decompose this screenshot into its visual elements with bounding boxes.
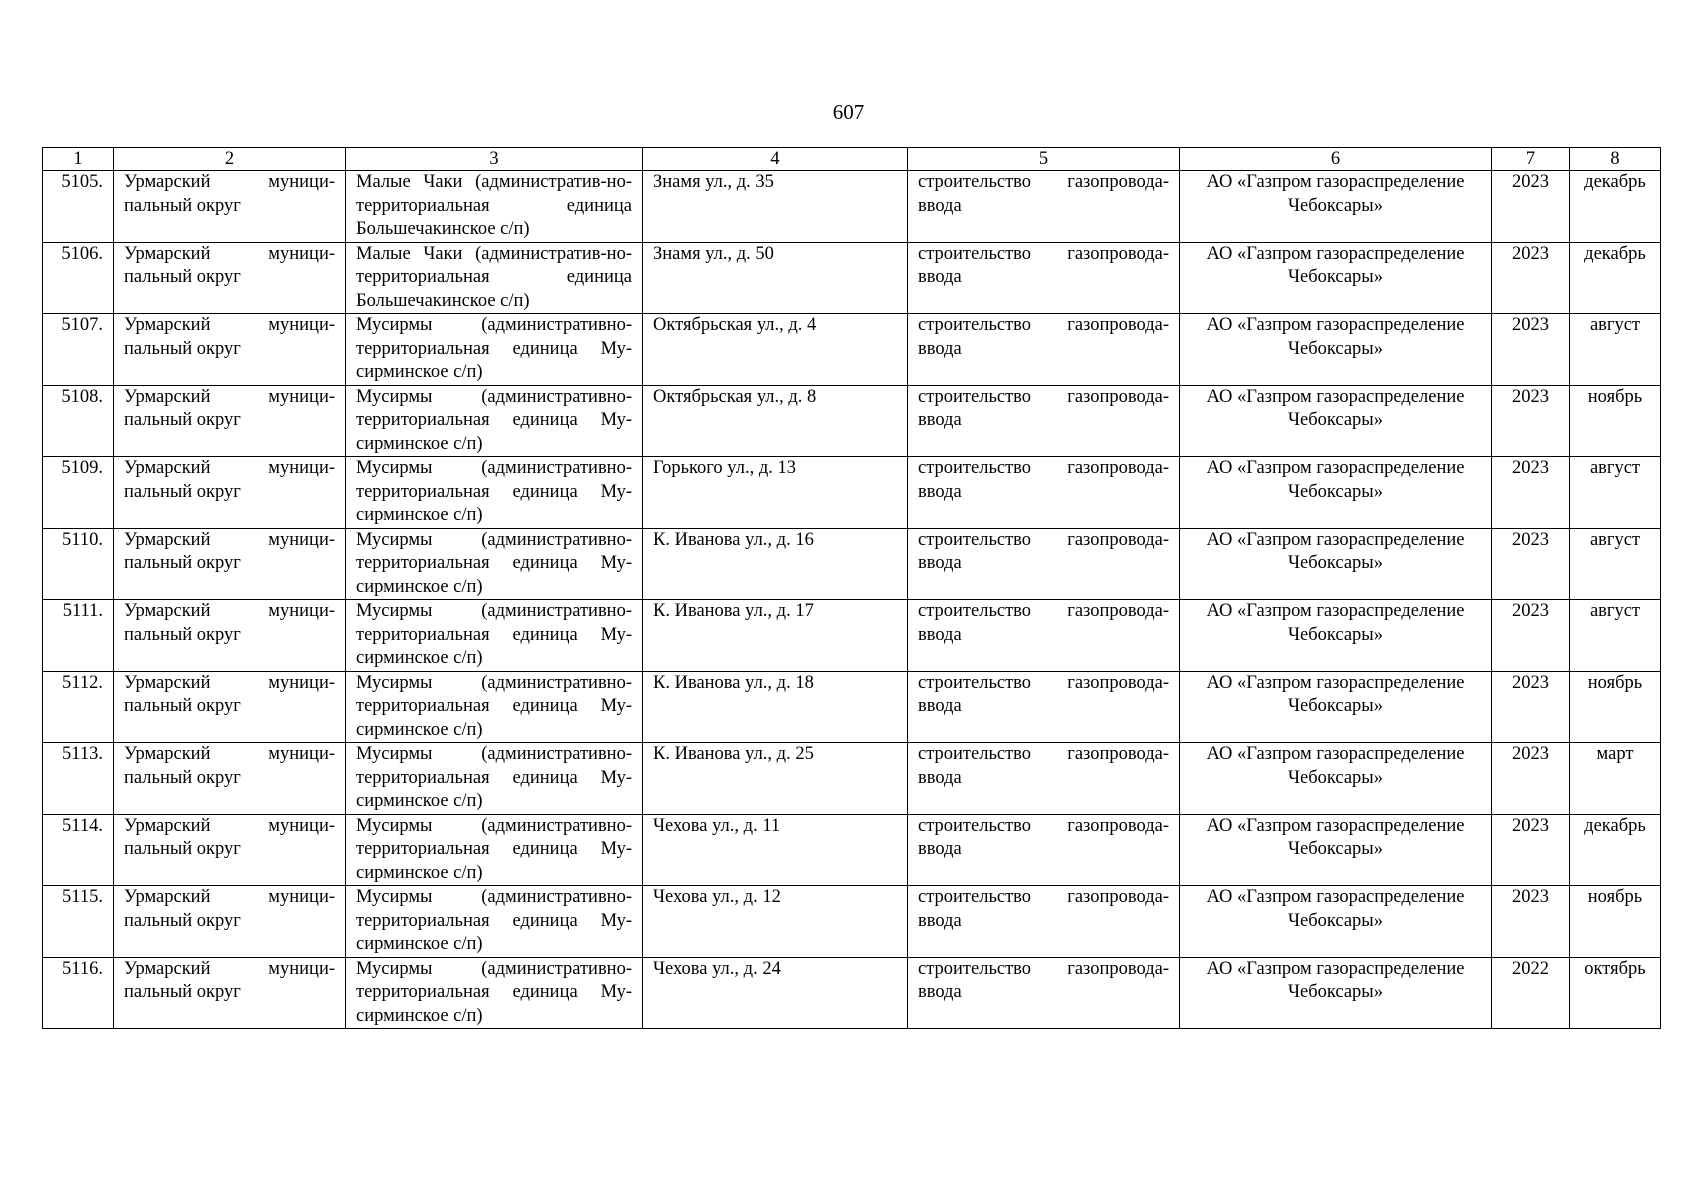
organization-cell: АО «Газпром газораспределение Чебоксары»	[1180, 528, 1492, 600]
locality-cell: Мусирмы (административно-территориальная единица Му-сирминское с/п)	[346, 743, 643, 815]
table-row	[43, 528, 1661, 600]
address-cell: К. Иванова ул., д. 16	[643, 528, 908, 600]
table-row	[43, 671, 1661, 743]
month-cell: август	[1570, 314, 1661, 386]
row-number: 5113.	[43, 743, 114, 815]
row-number: 5114.	[43, 814, 114, 886]
address-cell: Горького ул., д. 13	[643, 457, 908, 529]
work-type-cell: строительство газопровода-ввода	[908, 242, 1180, 314]
row-number: 5105.	[43, 171, 114, 243]
work-type-cell: строительство газопровода-ввода	[908, 385, 1180, 457]
work-type-cell: строительство газопровода-ввода	[908, 528, 1180, 600]
row-number: 5116.	[43, 957, 114, 1029]
address-cell: Чехова ул., д. 12	[643, 886, 908, 958]
year-cell: 2023	[1492, 671, 1570, 743]
table-row	[43, 171, 1661, 243]
address-cell: Октябрьская ул., д. 4	[643, 314, 908, 386]
table-row	[43, 743, 1661, 815]
locality-cell: Мусирмы (административно-территориальная единица Му-сирминское с/п)	[346, 385, 643, 457]
month-cell: август	[1570, 457, 1661, 529]
locality-cell: Мусирмы (административно-территориальная единица Му-сирминское с/п)	[346, 457, 643, 529]
address-cell: К. Иванова ул., д. 17	[643, 600, 908, 672]
column-header-5: 5	[908, 148, 1180, 171]
month-cell: ноябрь	[1570, 385, 1661, 457]
table-header-row	[43, 148, 1661, 171]
year-cell: 2023	[1492, 457, 1570, 529]
table-row	[43, 457, 1661, 529]
address-cell: Чехова ул., д. 24	[643, 957, 908, 1029]
month-cell: август	[1570, 600, 1661, 672]
work-type-cell: строительство газопровода-ввода	[908, 743, 1180, 815]
month-cell: октябрь	[1570, 957, 1661, 1029]
year-cell: 2023	[1492, 314, 1570, 386]
district-cell: Урмарский муници-пальный округ	[114, 671, 346, 743]
row-number: 5115.	[43, 886, 114, 958]
district-cell: Урмарский муници-пальный округ	[114, 743, 346, 815]
column-header-7: 7	[1492, 148, 1570, 171]
work-type-cell: строительство газопровода-ввода	[908, 457, 1180, 529]
work-type-cell: строительство газопровода-ввода	[908, 671, 1180, 743]
work-type-cell: строительство газопровода-ввода	[908, 314, 1180, 386]
locality-cell: Мусирмы (административно-территориальная единица Му-сирминское с/п)	[346, 314, 643, 386]
month-cell: ноябрь	[1570, 671, 1661, 743]
column-header-2: 2	[114, 148, 346, 171]
page-number: 607	[832, 100, 865, 124]
month-cell: ноябрь	[1570, 886, 1661, 958]
address-cell: К. Иванова ул., д. 18	[643, 671, 908, 743]
organization-cell: АО «Газпром газораспределение Чебоксары»	[1180, 457, 1492, 529]
year-cell: 2023	[1492, 242, 1570, 314]
district-cell: Урмарский муници-пальный округ	[114, 242, 346, 314]
work-type-cell: строительство газопровода-ввода	[908, 814, 1180, 886]
year-cell: 2023	[1492, 528, 1570, 600]
address-cell: Знамя ул., д. 50	[643, 242, 908, 314]
district-cell: Урмарский муници-пальный округ	[114, 600, 346, 672]
address-cell: Чехова ул., д. 11	[643, 814, 908, 886]
month-cell: декабрь	[1570, 171, 1661, 243]
table-row	[43, 314, 1661, 386]
row-number: 5110.	[43, 528, 114, 600]
work-type-cell: строительство газопровода-ввода	[908, 886, 1180, 958]
organization-cell: АО «Газпром газораспределение Чебоксары»	[1180, 671, 1492, 743]
district-cell: Урмарский муници-пальный округ	[114, 528, 346, 600]
locality-cell: Мусирмы (административно-территориальная единица Му-сирминское с/п)	[346, 886, 643, 958]
organization-cell: АО «Газпром газораспределение Чебоксары»	[1180, 743, 1492, 815]
work-type-cell: строительство газопровода-ввода	[908, 957, 1180, 1029]
locality-cell: Мусирмы (административно-территориальная единица Му-сирминское с/п)	[346, 814, 643, 886]
table-row	[43, 957, 1661, 1029]
locality-cell: Мусирмы (административно-территориальная единица Му-сирминское с/п)	[346, 957, 643, 1029]
row-number: 5109.	[43, 457, 114, 529]
month-cell: март	[1570, 743, 1661, 815]
organization-cell: АО «Газпром газораспределение Чебоксары»	[1180, 242, 1492, 314]
row-number: 5108.	[43, 385, 114, 457]
month-cell: декабрь	[1570, 242, 1661, 314]
year-cell: 2023	[1492, 171, 1570, 243]
district-cell: Урмарский муници-пальный округ	[114, 457, 346, 529]
row-number: 5112.	[43, 671, 114, 743]
gas-pipeline-table	[42, 147, 1661, 1029]
address-cell: К. Иванова ул., д. 25	[643, 743, 908, 815]
year-cell: 2022	[1492, 957, 1570, 1029]
row-number: 5107.	[43, 314, 114, 386]
district-cell: Урмарский муници-пальный округ	[114, 886, 346, 958]
row-number: 5111.	[43, 600, 114, 672]
organization-cell: АО «Газпром газораспределение Чебоксары»	[1180, 886, 1492, 958]
table-row	[43, 814, 1661, 886]
organization-cell: АО «Газпром газораспределение Чебоксары»	[1180, 314, 1492, 386]
month-cell: декабрь	[1570, 814, 1661, 886]
column-header-4: 4	[643, 148, 908, 171]
organization-cell: АО «Газпром газораспределение Чебоксары»	[1180, 385, 1492, 457]
work-type-cell: строительство газопровода-ввода	[908, 171, 1180, 243]
column-header-6: 6	[1180, 148, 1492, 171]
locality-cell: Мусирмы (административно-территориальная единица Му-сирминское с/п)	[346, 600, 643, 672]
year-cell: 2023	[1492, 385, 1570, 457]
district-cell: Урмарский муници-пальный округ	[114, 314, 346, 386]
work-type-cell: строительство газопровода-ввода	[908, 600, 1180, 672]
locality-cell: Мусирмы (административно-территориальная единица Му-сирминское с/п)	[346, 528, 643, 600]
organization-cell: АО «Газпром газораспределение Чебоксары»	[1180, 814, 1492, 886]
organization-cell: АО «Газпром газораспределение Чебоксары»	[1180, 600, 1492, 672]
organization-cell: АО «Газпром газораспределение Чебоксары»	[1180, 171, 1492, 243]
column-header-3: 3	[346, 148, 643, 171]
table-row	[43, 385, 1661, 457]
year-cell: 2023	[1492, 743, 1570, 815]
table-row	[43, 886, 1661, 958]
address-cell: Октябрьская ул., д. 8	[643, 385, 908, 457]
table-row	[43, 242, 1661, 314]
year-cell: 2023	[1492, 814, 1570, 886]
locality-cell: Мусирмы (административно-территориальная единица Му-сирминское с/п)	[346, 671, 643, 743]
table-row	[43, 600, 1661, 672]
year-cell: 2023	[1492, 886, 1570, 958]
locality-cell: Малые Чаки (административ-но-территориальная единица Большечакинское с/п)	[346, 171, 643, 243]
district-cell: Урмарский муници-пальный округ	[114, 814, 346, 886]
column-header-1: 1	[43, 148, 114, 171]
address-cell: Знамя ул., д. 35	[643, 171, 908, 243]
organization-cell: АО «Газпром газораспределение Чебоксары»	[1180, 957, 1492, 1029]
row-number: 5106.	[43, 242, 114, 314]
district-cell: Урмарский муници-пальный округ	[114, 957, 346, 1029]
locality-cell: Малые Чаки (административ-но-территориальная единица Большечакинское с/п)	[346, 242, 643, 314]
district-cell: Урмарский муници-пальный округ	[114, 385, 346, 457]
column-header-8: 8	[1570, 148, 1661, 171]
year-cell: 2023	[1492, 600, 1570, 672]
month-cell: август	[1570, 528, 1661, 600]
district-cell: Урмарский муници-пальный округ	[114, 171, 346, 243]
